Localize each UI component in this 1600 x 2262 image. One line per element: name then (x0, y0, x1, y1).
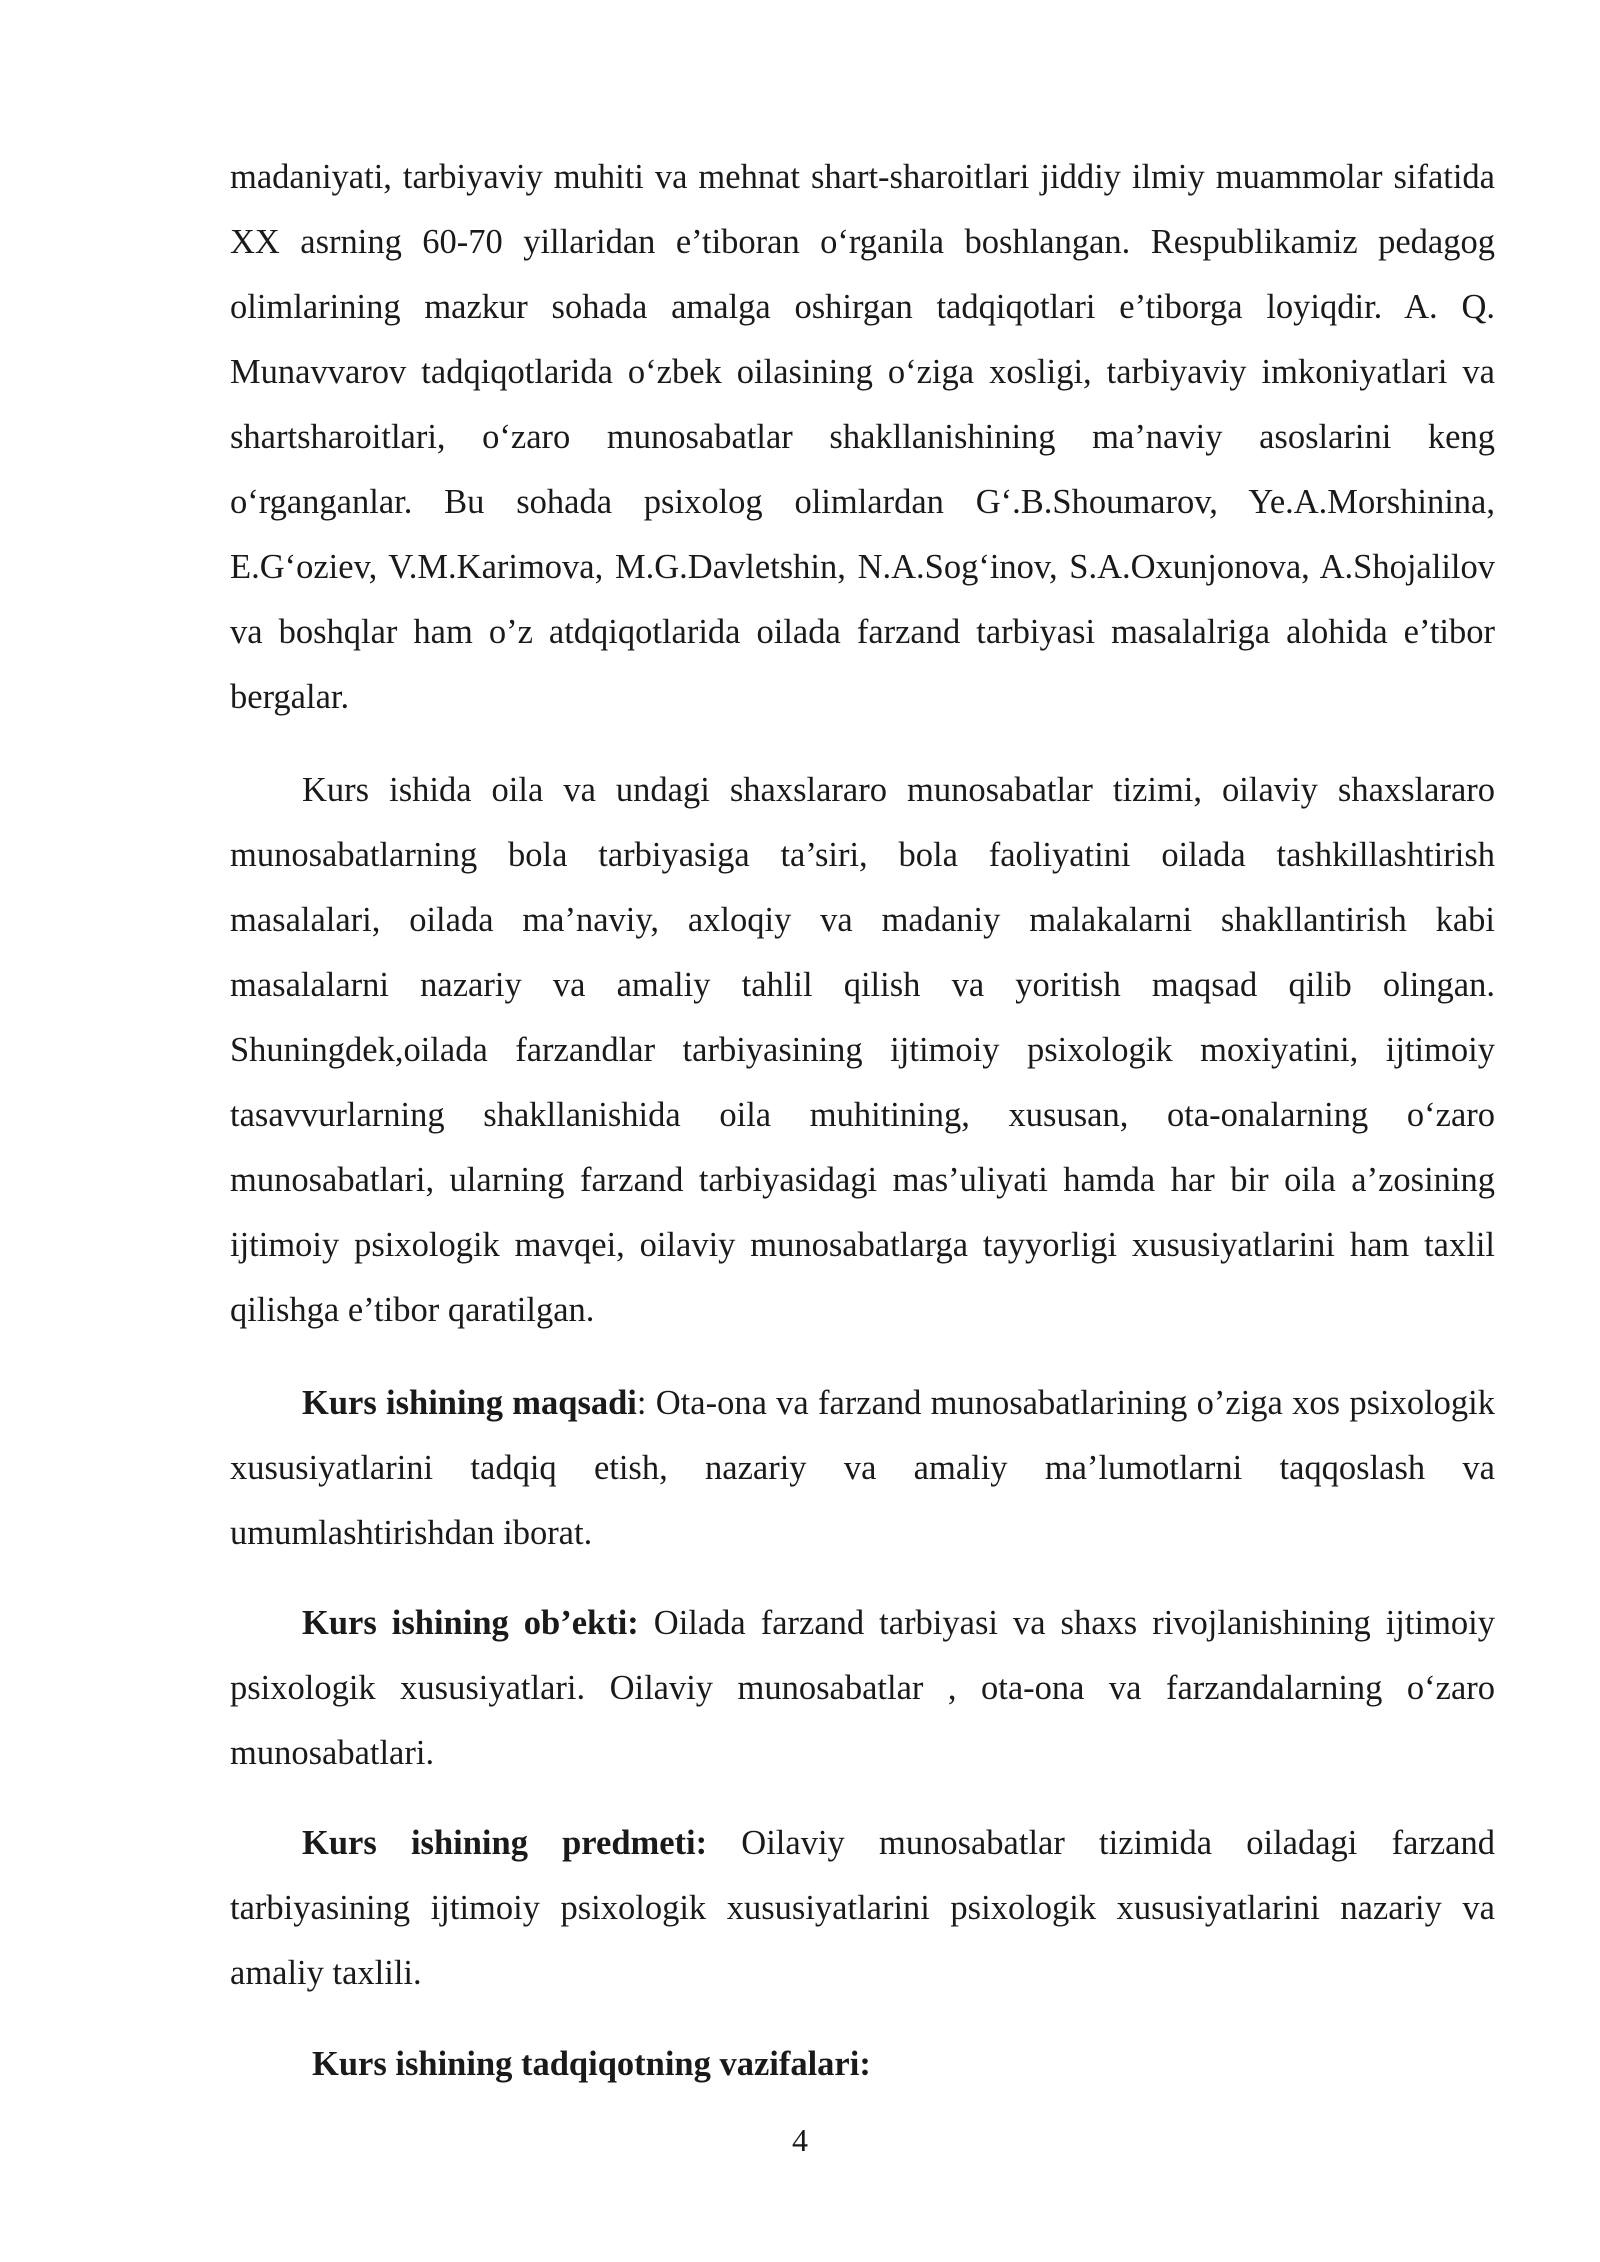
object-text: Oilada farzand tarbiyasi va shaxs rivojlanishining ijtimoiy psixologik xususiyatlari. Oilaviy munosabatlar , ota-ona va farzandalarning o‘zaro munosabatlari. (230, 1604, 1495, 1772)
goal-separator: : (636, 1384, 656, 1422)
subject-paragraph (230, 1811, 1495, 2006)
goal-heading: Kurs ishining maqsadi (302, 1384, 637, 1422)
intro-paragraph: madaniyati, tarbiyaviy muhiti va mehnat shart-sharoitlari jiddiy ilmiy muammolar sifatida XX asrning 60-70 yillaridan e’tiboran o‘rganila boshlangan. Respublikamiz pedagog olimlarining mazkur sohada amalga oshirgan tadqiqotlari e’tiborga loyiqdir. A. Q. Munavvarov tadqiqotlarida o‘zbek oilasining o‘ziga xosligi, tarbiyaviy imkoniyatlari va shartsharoitlari, o‘zaro munosabatlar shakllanishining ma’naviy asoslarini keng o‘rganganlar. Bu sohada psixolog olimlardan G‘.B.Shoumarov, Ye.A.Morshinina, E.G‘oziev, V.M.Karimova, M.G.Davletshin, N.A.Sog‘inov, S.A.Oxunjonova, A.Shojalilov va boshqlar ham o’z atdqiqotlarida oilada farzand tarbiyasi masalalriga alohida e’tibor bergalar. (230, 158, 1495, 716)
subject-text: Oilaviy munosabatlar tizimida oiladagi farzand tarbiyasining ijtimoiy psixologik xususiyatlarini psixologik xususiyatlarini nazariy va amaliy taxlili. (230, 1824, 1495, 1992)
goal-text: Ota-ona va farzand munosabatlarining o’ziga xos psixologik xususiyatlarini tadqiq etish, nazariy va amaliy ma’lumotlarni taqqoslash va umumlashtirishdan iborat. (230, 1384, 1495, 1552)
course-scope-paragraph: Kurs ishida oila va undagi shaxslararo munosabatlar tizimi, oilaviy shaxslararo munosabatlarning bola tarbiyasiga ta’siri, bola faoliyatini oilada tashkillashtirish masalalari, oilada ma’naviy, axloqiy va madaniy malakalarni shakllantirish kabi masalalarni nazariy va amaliy tahlil qilish va yoritish maqsad qilib olingan. Shuningdek,oilada farzandlar tarbiyasining ijtimoiy psixologik moxiyatini, ijtimoiy tasavvurlarning shakllanishida oila muhitining, xususan, ota-onalarning o‘zaro munosabatlari, ularning farzand tarbiyasidagi mas’uliyati hamda har bir oila a’zosining ijtimoiy psixologik mavqei, oilaviy munosabatlarga tayyorligi xususiyatlarini ham taxlil qilishga e’tibor qaratilgan. (230, 771, 1495, 1329)
subject-heading: Kurs ishining predmeti: (302, 1824, 708, 1862)
page-number: 4 (792, 2122, 808, 2158)
goal-paragraph (230, 1371, 1495, 1566)
object-paragraph (230, 1591, 1495, 1786)
object-heading: Kurs ishining ob’ekti: (302, 1604, 639, 1642)
tasks-heading: Kurs ishining tadqiqotning vazifalari: (312, 2045, 871, 2083)
page-content (230, 145, 1495, 2097)
